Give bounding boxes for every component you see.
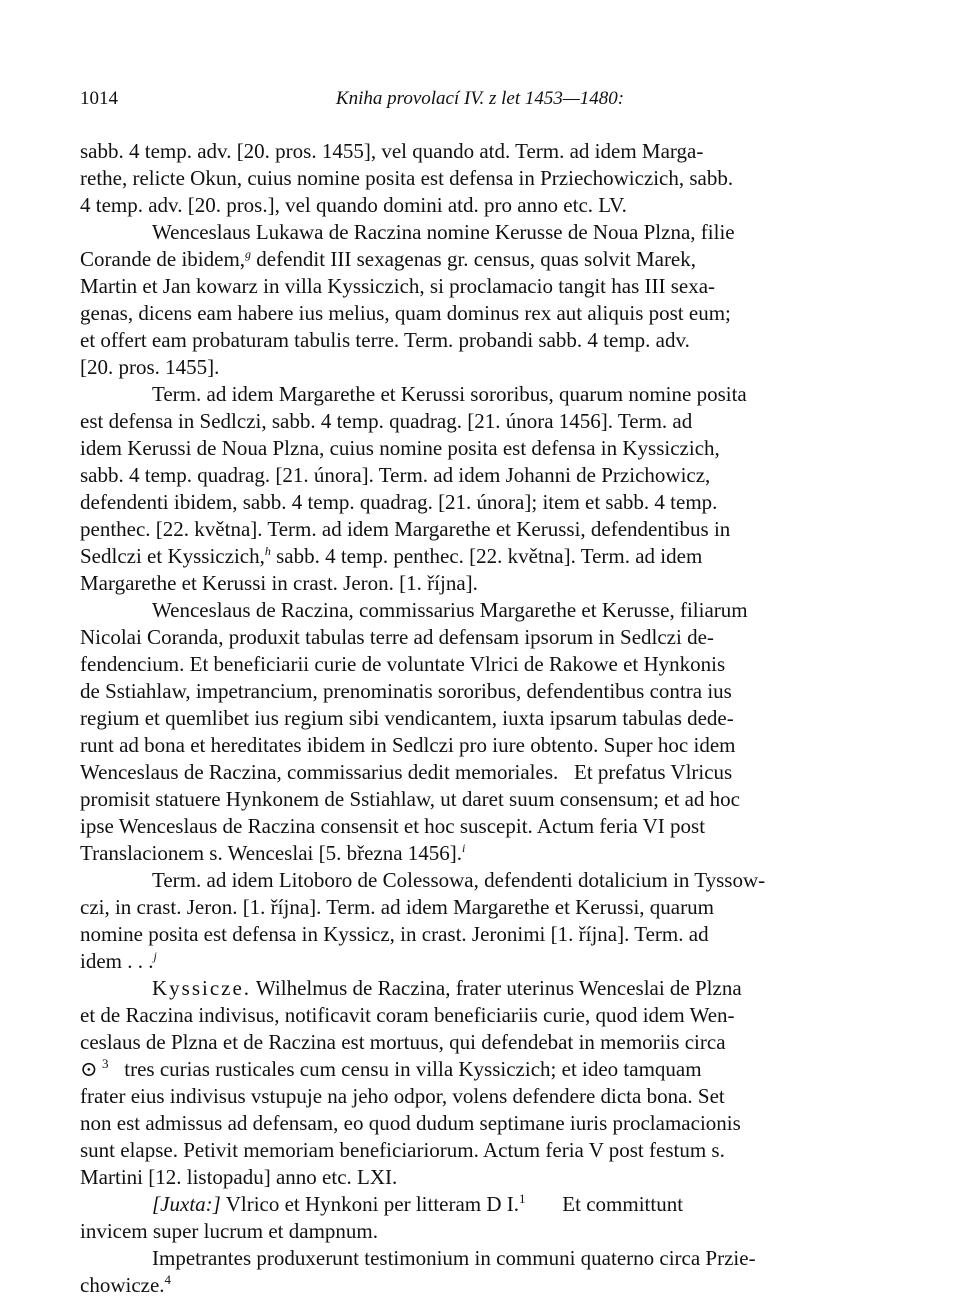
text-fragment: chowicze.: [80, 1273, 165, 1297]
text-line: [80, 1272, 880, 1299]
text-line: promisit statuere Hynkonem de Sstiahlaw, ut daret suum consensum; et ad hoc: [80, 787, 741, 811]
text-line: Wenceslaus de Raczina, commissarius Margarethe et Kerusse, filiarum: [152, 598, 748, 622]
text-fragment: Et committunt: [525, 1192, 684, 1216]
document-body: [80, 138, 880, 1299]
text-line: [80, 1191, 880, 1218]
text-fragment: Wilhelmus de Raczina, frater uterinus Wenceslai de Plzna: [251, 976, 742, 1000]
text-fragment: [Juxta:]: [152, 1192, 221, 1216]
page-header: [80, 88, 880, 114]
text-line: Term. ad idem Margarethe et Kerussi sororibus, quarum nomine posita: [152, 382, 747, 406]
footnote-number: 3: [102, 1056, 109, 1071]
text-line: sabb. 4 temp. adv. [20. pros. 1455], vel quando atd. Term. ad idem Marga-: [80, 139, 704, 163]
text-fragment: Sedlczi et Kyssiczich,: [80, 544, 265, 568]
text-line: est defensa in Sedlczi, sabb. 4 temp. quadrag. [21. února 1456]. Term. ad: [80, 409, 693, 433]
text-line: de Sstiahlaw, impetrancium, prenominatis sororibus, defendentibus contra ius: [80, 679, 732, 703]
text-line: defendenti ibidem, sabb. 4 temp. quadrag. [21. února]; item et sabb. 4 temp.: [80, 490, 718, 514]
place-heading: Kyssicze.: [152, 976, 252, 1000]
text-line: 4 temp. adv. [20. pros.], vel quando domini atd. pro anno etc. LV.: [80, 193, 627, 217]
text-line: et offert eam probaturam tabulis terre. Term. probandi sabb. 4 temp. adv.: [80, 328, 690, 352]
text-line: ipse Wenceslaus de Raczina consensit et hoc suscepit. Actum feria VI post: [80, 814, 706, 838]
text-line: [20. pros. 1455].: [80, 355, 220, 379]
text-line: Term. ad idem Litoboro de Colessowa, defendenti dotalicium in Tyssow-: [152, 868, 766, 892]
text-line: regium et quemlibet ius regium sibi vendicantem, iuxta ipsarum tabulas dede-: [80, 706, 734, 730]
page-number: 1014: [80, 88, 118, 109]
text-line: Impetrantes produxerunt testimonium in communi quaterno circa Przie-: [152, 1246, 756, 1270]
text-line: [80, 246, 880, 273]
text-fragment: Corande de ibidem,: [80, 247, 246, 271]
text-line: penthec. [22. května]. Term. ad idem Margarethe et Kerussi, defendentibus in: [80, 517, 731, 541]
footnote-number: 4: [164, 1272, 172, 1287]
text-fragment: tres curias rusticales cum censu in villa Kyssiczich; et ideo tamquam: [108, 1057, 702, 1081]
text-line: [80, 975, 880, 1002]
footnote-mark: i: [462, 841, 466, 855]
text-line: Wenceslaus de Raczina, commissarius dedit memoriales. Et prefatus Vlricus: [80, 760, 733, 784]
text-line: Nicolai Coranda, produxit tabulas terre ad defensam ipsorum in Sedlczi de-: [80, 625, 714, 649]
footnote-mark: g: [245, 247, 252, 261]
footnote-mark: j: [153, 949, 157, 963]
text-line: fendencium. Et beneficiarii curie de voluntate Vlrici de Rakowe et Hynkonis: [80, 652, 726, 676]
text-line: rethe, relicte Okun, cuius nomine posita est defensa in Prziechowiczich, sabb.: [80, 166, 734, 190]
text-line: sunt elapse. Petivit memoriam beneficiariorum. Actum feria V post festum s.: [80, 1138, 725, 1162]
footnote-mark: h: [264, 544, 271, 558]
text-line: invicem super lucrum et dampnum.: [80, 1219, 379, 1243]
text-line: Martini [12. listopadu] anno etc. LXI.: [80, 1165, 398, 1189]
text-line: idem Kerussi de Noua Plzna, cuius nomine posita est defensa in Kyssiczich,: [80, 436, 720, 460]
running-title: Kniha provolací IV. z let 1453—1480:: [335, 88, 625, 109]
text-line: [80, 840, 880, 867]
text-line: Martin et Jan kowarz in villa Kyssiczich, si proclamacio tangit has III sexa-: [80, 274, 716, 298]
text-line: et de Raczina indivisus, notificavit coram beneficiariis curie, quod idem Wen-: [80, 1003, 735, 1027]
text-line: sabb. 4 temp. quadrag. [21. února]. Term. ad idem Johanni de Przichowicz,: [80, 463, 711, 487]
text-fragment: Translacionem s. Wenceslai [5. března 1456].: [80, 841, 463, 865]
text-fragment: Vlrico et Hynkoni per litteram D I.: [220, 1192, 520, 1216]
footnote-number: 1: [519, 1191, 526, 1206]
text-line: Wenceslaus Lukawa de Raczina nomine Kerusse de Noua Plzna, filie: [152, 220, 735, 244]
text-line: Margarethe et Kerussi in crast. Jeron. [1. října].: [80, 571, 478, 595]
text-fragment: idem . . .: [80, 949, 154, 973]
text-line: runt ad bona et hereditates ibidem in Sedlczi pro iure obtento. Super hoc idem: [80, 733, 736, 757]
text-fragment: defendit III sexagenas gr. census, quas solvit Marek,: [251, 247, 697, 271]
text-line: [80, 948, 880, 975]
text-line: non est admissus ad defensam, eo quod dudum septimane iuris proclamacionis: [80, 1111, 741, 1135]
circled-dot-icon: ⊙: [80, 1057, 98, 1081]
text-line: frater eius indivisus vstupuje na jeho odpor, volens defendere dicta bona. Set: [80, 1084, 725, 1108]
text-line: [80, 1056, 880, 1083]
text-line: nomine posita est defensa in Kyssicz, in crast. Jeronimi [1. října]. Term. ad: [80, 922, 709, 946]
text-fragment: sabb. 4 temp. penthec. [22. května]. Term. ad idem: [270, 544, 703, 568]
text-line: ceslaus de Plzna et de Raczina est mortuus, qui defendebat in memoriis circa: [80, 1030, 726, 1054]
text-line: czi, in crast. Jeron. [1. října]. Term. ad idem Margarethe et Kerussi, quarum: [80, 895, 714, 919]
text-line: genas, dicens eam habere ius melius, quam dominus rex aut aliquis post eum;: [80, 301, 731, 325]
text-line: [80, 543, 880, 570]
